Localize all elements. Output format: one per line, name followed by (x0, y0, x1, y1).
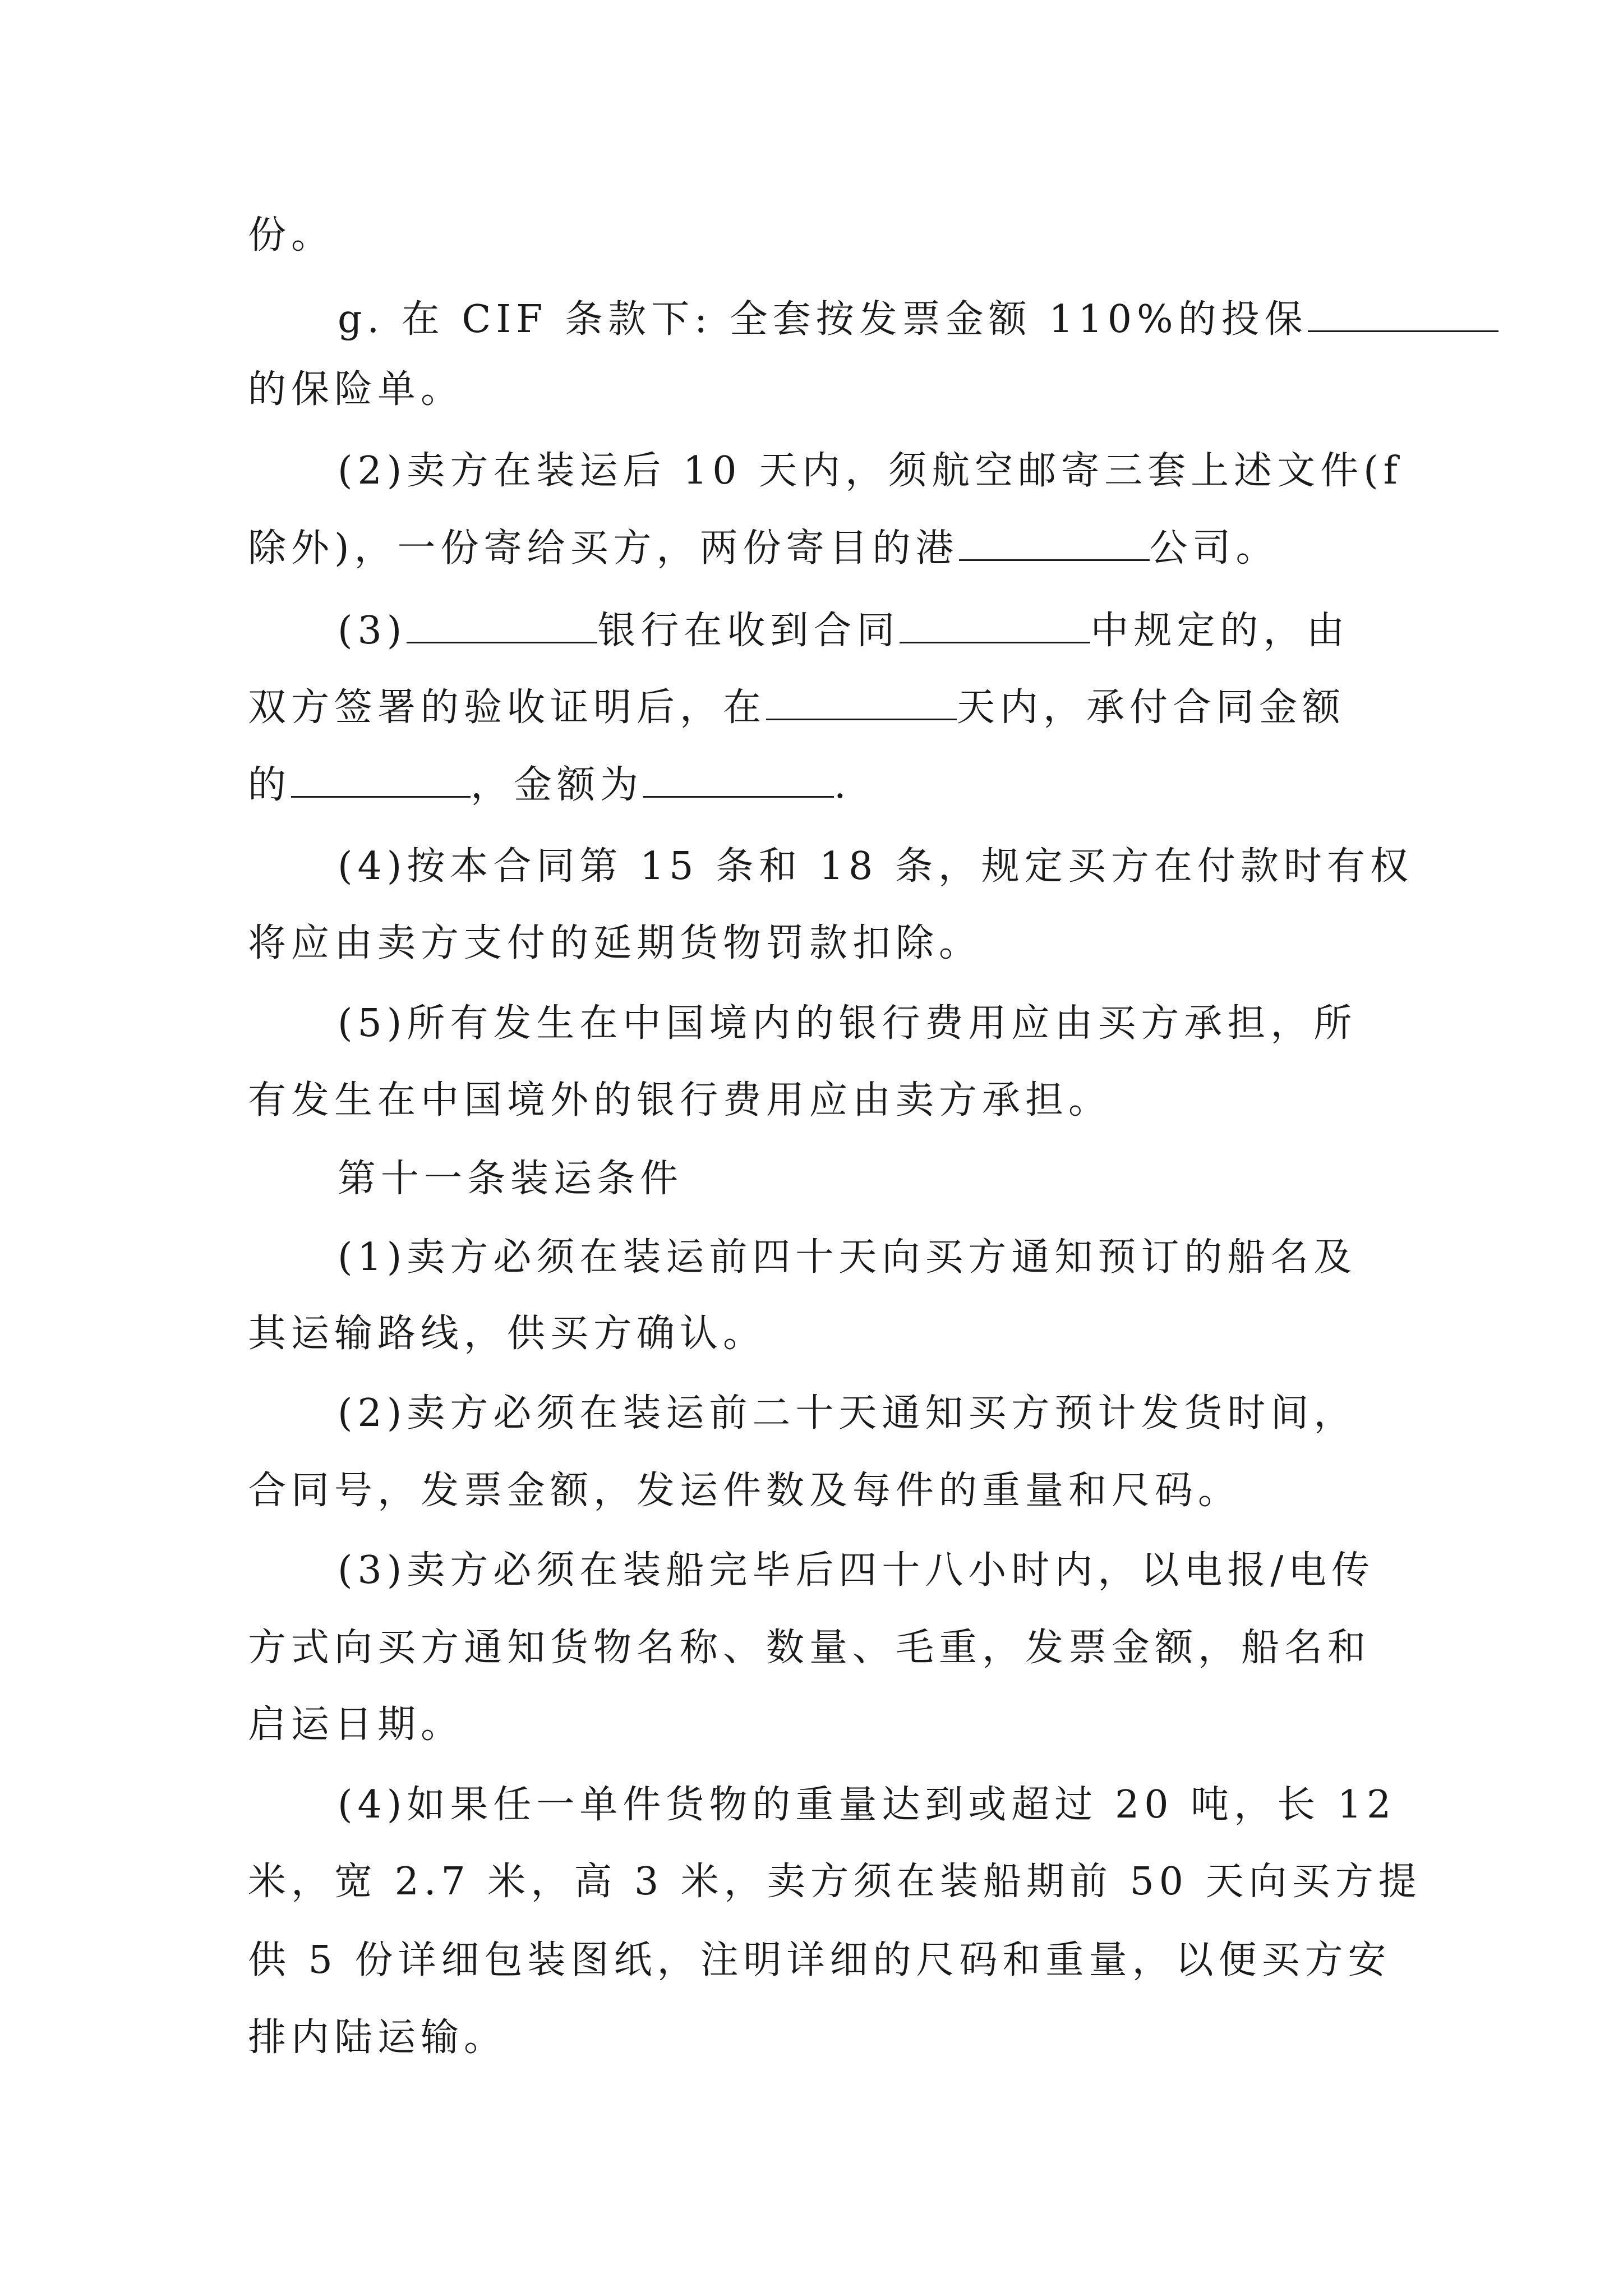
fill-blank (1308, 298, 1498, 332)
text-line (248, 1854, 1422, 1910)
text-line (248, 521, 1279, 577)
text-line (248, 1932, 1391, 1989)
fill-blank (766, 686, 957, 720)
text: 供 5 份详细包装图纸，注明详细的尺码和重量，以便买方安 (248, 1938, 1391, 1982)
fill-blank (291, 763, 471, 798)
text: 方式向买方通知货物名称、数量、毛重，发票金额，船名和 (248, 1626, 1371, 1670)
fill-blank (900, 609, 1090, 643)
text-line (338, 1230, 1357, 1286)
text-line (248, 680, 1345, 736)
text-line (338, 1777, 1396, 1833)
text-line (248, 208, 334, 264)
text-line (338, 443, 1403, 499)
text: (3) (338, 609, 407, 653)
text: 第十一条装运条件 (338, 1157, 684, 1201)
text: 的保险单。 (248, 367, 464, 412)
text: (2)卖方在装运后 10 天内，须航空邮寄三套上述文件(f (338, 449, 1403, 493)
text: 份。 (248, 213, 335, 257)
text: (2)卖方必须在装运前二十天通知买方预计发货时间， (338, 1391, 1357, 1435)
text: 其运输路线，供买方确认。 (248, 1312, 767, 1356)
text-line (338, 996, 1357, 1052)
text: (4)如果任一单件货物的重量达到或超过 20 吨，长 12 (338, 1783, 1396, 1827)
text: 有发生在中国境外的银行费用应由卖方承担。 (248, 1078, 1112, 1122)
text: 将应由卖方支付的延期货物罚款扣除。 (248, 921, 983, 965)
text: . (834, 763, 851, 807)
text: 的 (248, 763, 292, 807)
text: 米，宽 2.7 米，高 3 米，卖方须在装船期前 50 天向买方提 (248, 1860, 1422, 1904)
text-line (248, 1697, 464, 1753)
section-heading (338, 1151, 683, 1207)
text: (5)所有发生在中国境内的银行费用应由买方承担，所 (338, 1001, 1357, 1046)
text: 除外)，一份寄给买方，两份寄目的港 (248, 526, 959, 570)
text-line (248, 1463, 1241, 1519)
text-line (248, 362, 464, 418)
text-line (248, 1620, 1371, 1676)
text-line (248, 2010, 507, 2066)
text-line (248, 1073, 1112, 1129)
text: 启运日期。 (248, 1703, 464, 1747)
text-line (248, 1306, 766, 1362)
text-line (338, 1543, 1375, 1599)
text: (3)卖方必须在装船完毕后四十八小时内，以电报/电传 (338, 1548, 1375, 1593)
text: (1)卖方必须在装运前四十天向买方通知预订的船名及 (338, 1235, 1357, 1280)
text: 天内，承付合同金额 (957, 685, 1346, 730)
text: 双方签署的验收证明后，在 (248, 685, 767, 730)
text-line (248, 915, 982, 972)
text-line (248, 757, 851, 813)
text-line (338, 1386, 1357, 1442)
fill-blank (407, 609, 597, 643)
text: 合同号，发票金额，发运件数及每件的重量和尺码。 (248, 1469, 1242, 1513)
text: 排内陆运输。 (248, 2016, 508, 2060)
text-line (338, 292, 1498, 348)
text: g. 在 CIF 条款下: 全套按发票金额 110%的投保 (338, 297, 1308, 342)
text-line (338, 839, 1413, 895)
text: 银行在收到合同 (597, 609, 900, 653)
text: 中规定的，由 (1090, 609, 1350, 653)
fill-blank (643, 763, 834, 798)
text: 公司。 (1149, 526, 1279, 570)
text-line (338, 603, 1349, 659)
fill-blank (959, 527, 1150, 561)
text: (4)按本合同第 15 条和 18 条，规定买方在付款时有权 (338, 844, 1413, 889)
text: ，金额为 (471, 763, 644, 807)
